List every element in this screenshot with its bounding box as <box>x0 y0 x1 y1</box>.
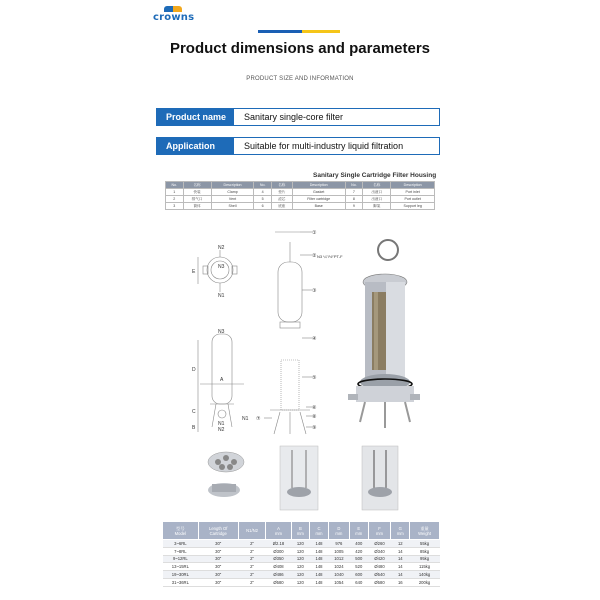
spec-cell: 640 <box>349 578 368 586</box>
spec-cell: 31~36RL <box>163 578 199 586</box>
spec-cell: 148 <box>310 571 329 579</box>
spec-row <box>163 547 440 555</box>
parts-cell: 排气口 <box>183 196 211 203</box>
spec-row <box>163 571 440 579</box>
page-title: Product dimensions and parameters <box>169 40 431 57</box>
callout-6: ⑥ <box>312 405 317 411</box>
parts-cell: Support leg <box>391 203 435 210</box>
parts-cell: 底座 <box>271 203 292 210</box>
parts-header-cell: Description <box>292 182 345 189</box>
spec-cell: 148 <box>310 555 329 563</box>
parts-cell: Port inlet <box>391 189 435 196</box>
spec-cell: 140kg <box>410 571 440 579</box>
spec-cell: 14 <box>391 563 410 571</box>
parts-cell: 脚架 <box>363 203 391 210</box>
label-e: E <box>192 269 196 275</box>
parts-cell: Vent <box>211 196 254 203</box>
info-value: Suitable for multi-industry liquid filtration <box>234 138 439 154</box>
callout-9: ⑨ <box>312 425 317 431</box>
spec-cell: 120 <box>291 571 310 579</box>
parts-cell: 垫片 <box>271 189 292 196</box>
spec-cell: 85kg <box>410 547 440 555</box>
label-b: B <box>192 425 196 431</box>
callout-8: ⑧ <box>312 414 317 420</box>
side-view <box>198 334 244 432</box>
spec-cell: 13~15RL <box>163 563 199 571</box>
parts-header-cell: 名称 <box>183 182 211 189</box>
parts-cell: 2 <box>166 196 184 203</box>
spec-cell: 30" <box>198 555 238 563</box>
spec-header-cell: 型号 Model <box>163 522 199 540</box>
info-value: Sanitary single-core filter <box>234 109 439 125</box>
spec-header-cell: B mm <box>291 522 310 540</box>
spec-header-cell: 重量 Weight <box>410 522 440 540</box>
spec-cell: 55kg <box>410 540 440 548</box>
parts-cell: 出液口 <box>363 196 391 203</box>
spec-cell: 600 <box>349 571 368 579</box>
spec-cell: Ø420 <box>368 555 391 563</box>
parts-cell: Shell <box>211 203 254 210</box>
spec-cell: Ø350 <box>266 555 291 563</box>
spec-cell: 30" <box>198 571 238 579</box>
spec-cell: 420 <box>349 547 368 555</box>
info-label: Product name <box>157 109 234 125</box>
spec-row <box>163 555 440 563</box>
label-n3-thread: N3 ¼"/½"PT-F <box>317 254 343 259</box>
parts-cell: 6 <box>254 203 272 210</box>
spec-cell: Ø2.18 <box>266 540 291 548</box>
spec-cell: Ø486 <box>266 571 291 579</box>
spec-cell: 2" <box>238 571 266 579</box>
label-d: D <box>192 367 196 373</box>
spec-cell: 30" <box>198 563 238 571</box>
spec-cell: 115kg <box>410 563 440 571</box>
spec-cell: Ø580 <box>368 578 391 586</box>
spec-header-cell: A mm <box>266 522 291 540</box>
parts-cell: 滤芯 <box>271 196 292 203</box>
spec-header-cell: E mm <box>349 522 368 540</box>
spec-cell: 2" <box>238 547 266 555</box>
title-decor-yellow <box>302 30 340 33</box>
shell-drawing <box>275 232 302 328</box>
info-row-application <box>156 137 440 155</box>
spec-row <box>163 563 440 571</box>
callout-3: ③ <box>312 288 317 294</box>
parts-cell: Port outlet <box>391 196 435 203</box>
callout-5: ⑤ <box>312 375 317 381</box>
spec-cell: 2" <box>238 555 266 563</box>
parts-cell: 1 <box>166 189 184 196</box>
spec-cell: 120 <box>291 547 310 555</box>
page-subtitle: PRODUCT SIZE AND INFORMATION <box>246 76 354 82</box>
label-c: C <box>192 409 196 415</box>
technical-drawing <box>160 222 440 517</box>
label-n1-side: N1 <box>218 421 225 427</box>
spec-cell: 500 <box>349 555 368 563</box>
spec-cell: 7~8RL <box>163 547 199 555</box>
spec-cell: Ø480 <box>368 563 391 571</box>
spec-row <box>163 540 440 548</box>
parts-cell: 7 <box>345 189 363 196</box>
spec-cell: 120 <box>291 555 310 563</box>
spec-cell: 1054 <box>328 578 349 586</box>
info-label: Application <box>157 138 234 154</box>
parts-cell: 4 <box>254 189 272 196</box>
parts-header-cell: No. <box>166 182 184 189</box>
parts-row <box>166 196 435 203</box>
spec-cell: 520 <box>349 563 368 571</box>
spec-header-cell: C mm <box>310 522 329 540</box>
label-n1-cartridge: N1 <box>242 416 249 422</box>
spec-cell: 148 <box>310 547 329 555</box>
spec-cell: 95kg <box>410 555 440 563</box>
spec-cell: 9~12RL <box>163 555 199 563</box>
spec-cell: Ø540 <box>368 571 391 579</box>
parts-cell: Base <box>292 203 345 210</box>
callout-1: ① <box>312 230 317 236</box>
spec-cell: 2" <box>238 578 266 586</box>
spec-cell: 14 <box>391 547 410 555</box>
info-row-product-name <box>156 108 440 126</box>
parts-header-cell: 名称 <box>363 182 391 189</box>
brand-logo[interactable] <box>153 6 193 26</box>
spec-cell: 1005 <box>328 547 349 555</box>
label-n2-top: N2 <box>218 245 225 251</box>
spec-cell: 14 <box>391 571 410 579</box>
parts-cell: 3 <box>166 203 184 210</box>
spec-cell: Ø300 <box>266 547 291 555</box>
callout-4: ④ <box>312 336 317 342</box>
spec-header-cell: Length Of Cartridge <box>198 522 238 540</box>
parts-cell: 快装 <box>183 189 211 196</box>
spec-cell: 3~6RL <box>163 540 199 548</box>
spec-cell: 30" <box>198 578 238 586</box>
spec-cell: 120 <box>291 578 310 586</box>
label-a: A <box>220 377 224 383</box>
callout-7: ⑦ <box>256 416 261 422</box>
parts-header-cell: Description <box>211 182 254 189</box>
spec-cell: Ø580 <box>266 578 291 586</box>
spec-cell: 30" <box>198 540 238 548</box>
spec-cell: 1040 <box>328 571 349 579</box>
spec-cell: 148 <box>310 563 329 571</box>
spec-table <box>162 521 440 587</box>
housing-title: Sanitary Single Cartridge Filter Housing <box>313 172 437 179</box>
parts-header-cell: No. <box>254 182 272 189</box>
spec-cell: 2" <box>238 540 266 548</box>
parts-cell: 8 <box>345 196 363 203</box>
spec-cell: 19~30RL <box>163 571 199 579</box>
spec-cell: 400 <box>349 540 368 548</box>
parts-cell: 5 <box>254 196 272 203</box>
parts-header-cell: No. <box>345 182 363 189</box>
parts-cell: Filter cartridge <box>292 196 345 203</box>
spec-cell: 120 <box>291 540 310 548</box>
spec-cell: 2" <box>238 563 266 571</box>
spec-cell: Ø340 <box>368 547 391 555</box>
parts-cell: Gasket <box>292 189 345 196</box>
parts-row <box>166 203 435 210</box>
housing-3d-illustration <box>348 240 420 428</box>
spec-cell: 30" <box>198 547 238 555</box>
parts-cell: 出液口 <box>363 189 391 196</box>
parts-header-row <box>166 182 435 189</box>
label-n1-top: N1 <box>218 293 225 299</box>
spec-cell: 148 <box>310 578 329 586</box>
spec-header-cell: F mm <box>368 522 391 540</box>
spec-row <box>163 578 440 586</box>
spec-header-cell: D mm <box>328 522 349 540</box>
parts-header-cell: 名称 <box>271 182 292 189</box>
parts-row <box>166 189 435 196</box>
parts-cell: 筒体 <box>183 203 211 210</box>
spec-cell: 148 <box>310 540 329 548</box>
parts-cell: 9 <box>345 203 363 210</box>
spec-cell: Ø408 <box>266 563 291 571</box>
spec-cell: 14 <box>391 555 410 563</box>
label-n3-side: N3 <box>218 329 225 335</box>
spec-header-cell: N1/N2 <box>238 522 266 540</box>
spec-cell: 16 <box>391 578 410 586</box>
parts-table <box>165 181 435 210</box>
spec-header-cell: G mm <box>391 522 410 540</box>
parts-cell: Clamp <box>211 189 254 196</box>
spec-header-row <box>163 522 440 540</box>
spec-cell: 12 <box>391 540 410 548</box>
label-n2-side: N2 <box>218 427 225 433</box>
component-photos <box>208 446 398 510</box>
spec-cell: Ø260 <box>368 540 391 548</box>
spec-cell: 976 <box>328 540 349 548</box>
spec-cell: 120 <box>291 563 310 571</box>
callout-2: ② <box>312 253 317 259</box>
spec-cell: 1024 <box>328 563 349 571</box>
parts-header-cell: Description <box>391 182 435 189</box>
spec-cell: 1012 <box>328 555 349 563</box>
top-view <box>198 250 237 292</box>
spec-cell: 200kg <box>410 578 440 586</box>
logo-text: crowns <box>153 12 195 23</box>
cartridge-drawing <box>270 360 310 434</box>
label-n3-top: N3 <box>218 264 225 270</box>
title-decor-blue <box>258 30 302 33</box>
